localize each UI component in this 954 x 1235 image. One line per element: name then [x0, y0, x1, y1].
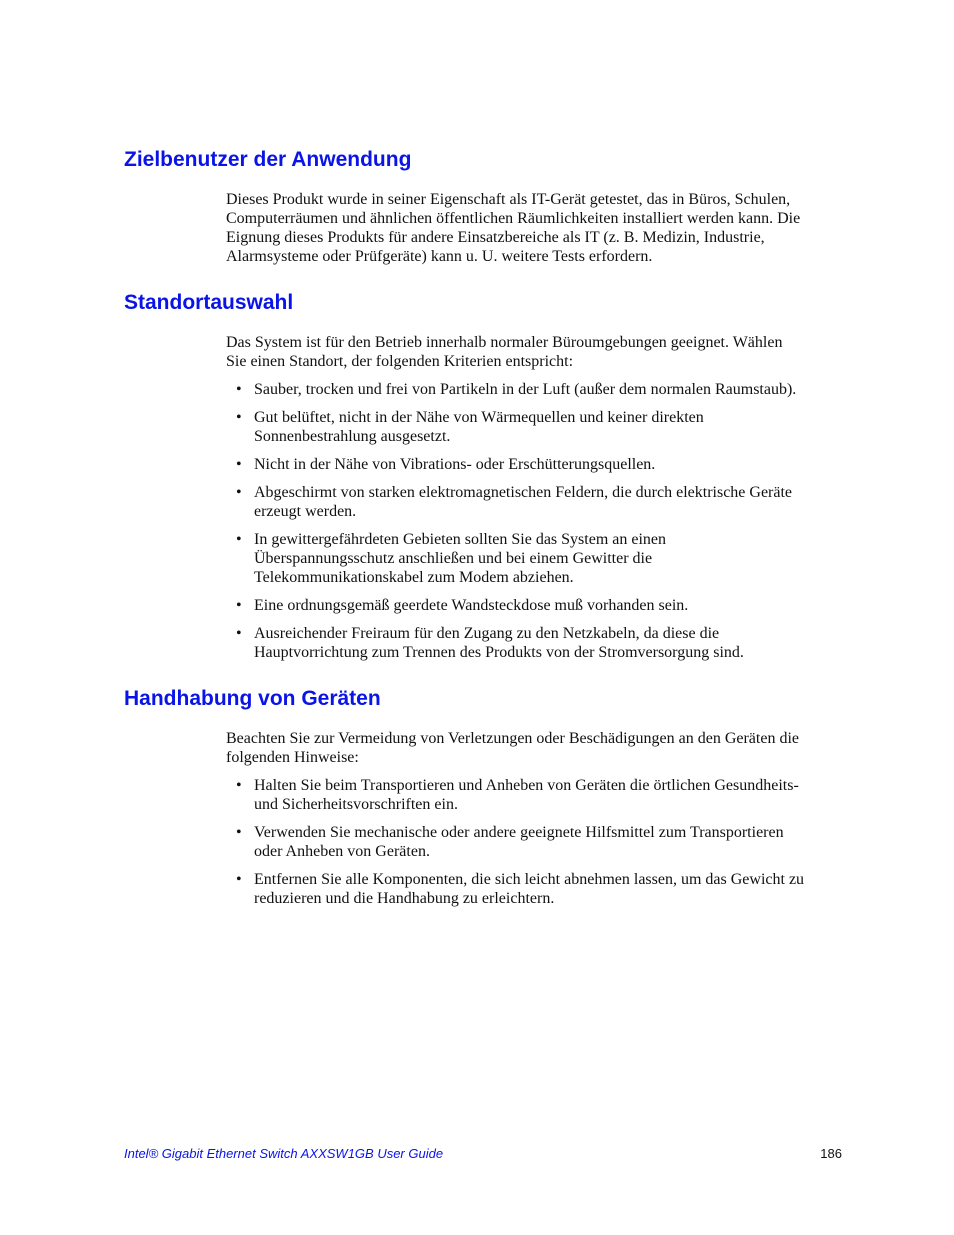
paragraph [226, 729, 844, 767]
text-line: erzeugt werden. [254, 503, 357, 520]
text-line: In gewittergefährdeten Gebieten sollten Sie das System an einen [254, 531, 667, 548]
text-line: Hauptvorrichtung zum Trennen des Produkts von der Stromversorgung sind. [254, 644, 744, 661]
bullet-icon: • [236, 409, 242, 426]
bullet-icon: • [236, 824, 242, 841]
list-item [226, 870, 844, 908]
section-heading-handhabung: Handhabung von Geräten [124, 687, 381, 710]
bullet-icon: • [236, 531, 242, 548]
text-line: und Sicherheitsvorschriften ein. [254, 796, 458, 813]
text-line: Computerräumen und ähnlichen öffentlichen Räumlichkeiten installiert werden kann. Die [226, 210, 801, 227]
bullet-list [226, 380, 844, 662]
text-line: Alarmsysteme oder Prüfgeräte) kann u. U. weitere Tests erfordern. [226, 248, 653, 265]
text-line: Eignung dieses Produkts für andere Einsatzbereiche als IT (z. B. Medizin, Industrie, [226, 229, 765, 246]
list-item [226, 455, 844, 474]
text-line: Halten Sie beim Transportieren und Anheben von Geräten die örtlichen Gesundheits- [254, 777, 799, 794]
text-line: Nicht in der Nähe von Vibrations- oder Erschütterungsquellen. [254, 456, 656, 473]
section-body-zielbenutzer [226, 190, 844, 266]
paragraph [226, 190, 844, 266]
text-line: Sie einen Standort, der folgenden Kriterien entspricht: [226, 353, 574, 370]
list-item [226, 530, 844, 587]
bullet-icon: • [236, 625, 242, 642]
text-line: reduzieren und die Handhabung zu erleichtern. [254, 890, 555, 907]
text-line: Sauber, trocken und frei von Partikeln in der Luft (außer dem normalen Raumstaub). [254, 381, 797, 398]
bullet-icon: • [236, 456, 242, 473]
bullet-icon: • [236, 381, 242, 398]
section-body-handhabung [226, 729, 844, 908]
text-line: folgenden Hinweise: [226, 749, 359, 766]
section-body-standortauswahl [226, 333, 844, 662]
text-line: Sonnenbestrahlung ausgesetzt. [254, 428, 451, 445]
list-item [226, 483, 844, 521]
text-line: Ausreichender Freiraum für den Zugang zu den Netzkabeln, da diese die [254, 625, 720, 642]
text-line: Überspannungsschutz anschließen und bei einem Gewitter die [254, 550, 653, 567]
paragraph [226, 333, 844, 371]
bullet-icon: • [236, 484, 242, 501]
list-item [226, 823, 844, 861]
section-heading-standortauswahl: Standortauswahl [124, 291, 294, 314]
section-heading-zielbenutzer: Zielbenutzer der Anwendung [124, 148, 412, 171]
text-line: Gut belüftet, nicht in der Nähe von Wärmequellen und keiner direkten [254, 409, 704, 426]
list-item [226, 776, 844, 814]
text-line: Beachten Sie zur Vermeidung von Verletzungen oder Beschädigungen an den Geräten die [226, 730, 799, 747]
bullet-icon: • [236, 777, 242, 794]
text-line: Eine ordnungsgemäß geerdete Wandsteckdose muß vorhanden sein. [254, 597, 689, 614]
text-line: oder Anheben von Geräten. [254, 843, 430, 860]
list-item [226, 380, 844, 399]
bullet-icon: • [236, 871, 242, 888]
text-line: Entfernen Sie alle Komponenten, die sich leicht abnehmen lassen, um das Gewicht zu [254, 871, 805, 888]
bullet-icon: • [236, 597, 242, 614]
text-line: Telekommunikationskabel zum Modem abziehen. [254, 569, 574, 586]
footer-document-title: Intel® Gigabit Ethernet Switch AXXSW1GB User Guide [124, 1146, 444, 1161]
text-line: Verwenden Sie mechanische oder andere geeignete Hilfsmittel zum Transportieren [254, 824, 784, 841]
bullet-list [226, 776, 844, 908]
text-line: Abgeschirmt von starken elektromagnetischen Feldern, die durch elektrische Geräte [254, 484, 793, 501]
list-item [226, 596, 844, 615]
footer-page-number: 186 [820, 1146, 842, 1161]
text-line: Dieses Produkt wurde in seiner Eigenschaft als IT-Gerät getestet, das in Büros, Schulen, [226, 191, 791, 208]
text-line: Das System ist für den Betrieb innerhalb normaler Büroumgebungen geeignet. Wählen [226, 334, 783, 351]
list-item [226, 408, 844, 446]
list-item [226, 624, 844, 662]
